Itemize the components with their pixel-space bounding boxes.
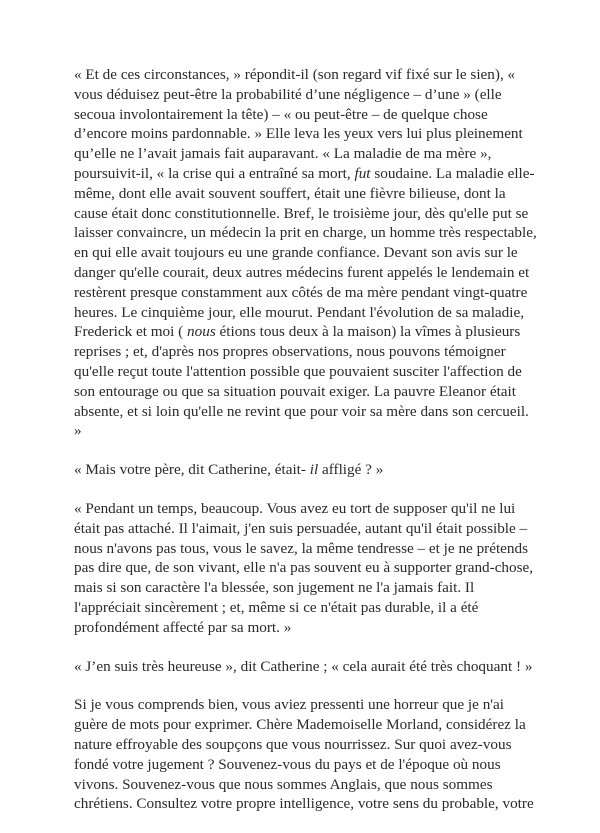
paragraph-catherine-reply: [74, 657, 538, 677]
paragraph-father-answer: [74, 499, 538, 638]
paragraph-text: « Et de ces circonstances, » répondit-il (son regard vif fixé sur le sien), « vous déduisez peut-être la probabilité d’une négligence – d’une » (elle secoua involontairement la tête) – « ou peut-être – de quelque chose d’encore moins pardonnable. » Elle leva les yeux vers lui plus pleinement qu’elle ne l’avait jamais fait auparavant. « La maladie de ma mère », poursuivit-il, « la crise qui a entraîné sa mort,: [74, 66, 523, 182]
emphasis-text: il: [309, 461, 319, 479]
paragraph-horror: [74, 695, 538, 814]
emphasis-text: fut: [354, 164, 371, 182]
paragraph-text: affligé ? »: [318, 461, 384, 479]
paragraph-text: soudaine. La maladie elle-même, dont elle avait souvent souffert, était une fièvre bilieuse, dont la cause était donc constitutionnelle. Bref, le troisième jour, dès qu'elle put se laisser convaincre, un médecin la prit en charge, un homme très respectable, en qui elle avait toujours eu une grande confiance. Devant son avis sur le danger qu'elle courait, deux autres médecins furent appelés le lendemain et restèrent presque constamment aux côtés de ma mère pendant vingt-quatre heures. Le cinquième jour, elle mourut. Pendant l'évolution de sa maladie, Frederick et moi (: [74, 164, 537, 341]
paragraph-mother-illness: [74, 65, 538, 441]
paragraph-text: étions tous deux à la maison) la vîmes à plusieurs reprises ; et, d'après nos propres observations, nous pouvons témoigner qu'elle reçut toute l'attention possible que pouvaient susciter l'affection de son entourage ou que sa situation pouvait exiger. La pauvre Eleanor était absente, et si loin qu'elle ne revint que pour voir sa mère dans son cercueil. »: [74, 323, 529, 440]
paragraph-father-question: [74, 460, 538, 480]
paragraph-text: Si je vous comprends bien, vous aviez pressenti une horreur que je n'ai guère de mots pour exprimer. Chère Mademoiselle Morland, considérez la nature effroyable des soupçons que vous nourrissez. Sur quoi avez-vous fondé votre jugement ? Souvenez-vous du pays et de l'époque où nous vivons. Souvenez-vous que nous sommes Anglais, que nous sommes chrétiens. Consultez votre propre intelligence, votre sens du probable, votre: [74, 696, 534, 813]
paragraph-text: « Pendant un temps, beaucoup. Vous avez eu tort de supposer qu'il ne lui était pas attaché. Il l'aimait, j'en suis persuadée, autant qu'il était possible – nous n'avons pas tous, vous le savez, la même tendresse – et je ne prétends pas dire que, de son vivant, elle n'a pas souvent eu à supporter grand-chose, mais si son caractère l'a blessée, son jugement ne l'a jamais fait. Il l'appréciait sincèrement ; et, même si ce n'était pas durable, il a été profondément affecté par sa mort. »: [74, 499, 534, 636]
emphasis-text: nous: [187, 323, 216, 341]
paragraph-text: « Mais votre père, dit Catherine, était-: [74, 461, 310, 479]
paragraph-text: « J’en suis très heureuse », dit Catherine ; « cela aurait été très choquant ! »: [74, 657, 533, 675]
document-page: [74, 65, 538, 833]
